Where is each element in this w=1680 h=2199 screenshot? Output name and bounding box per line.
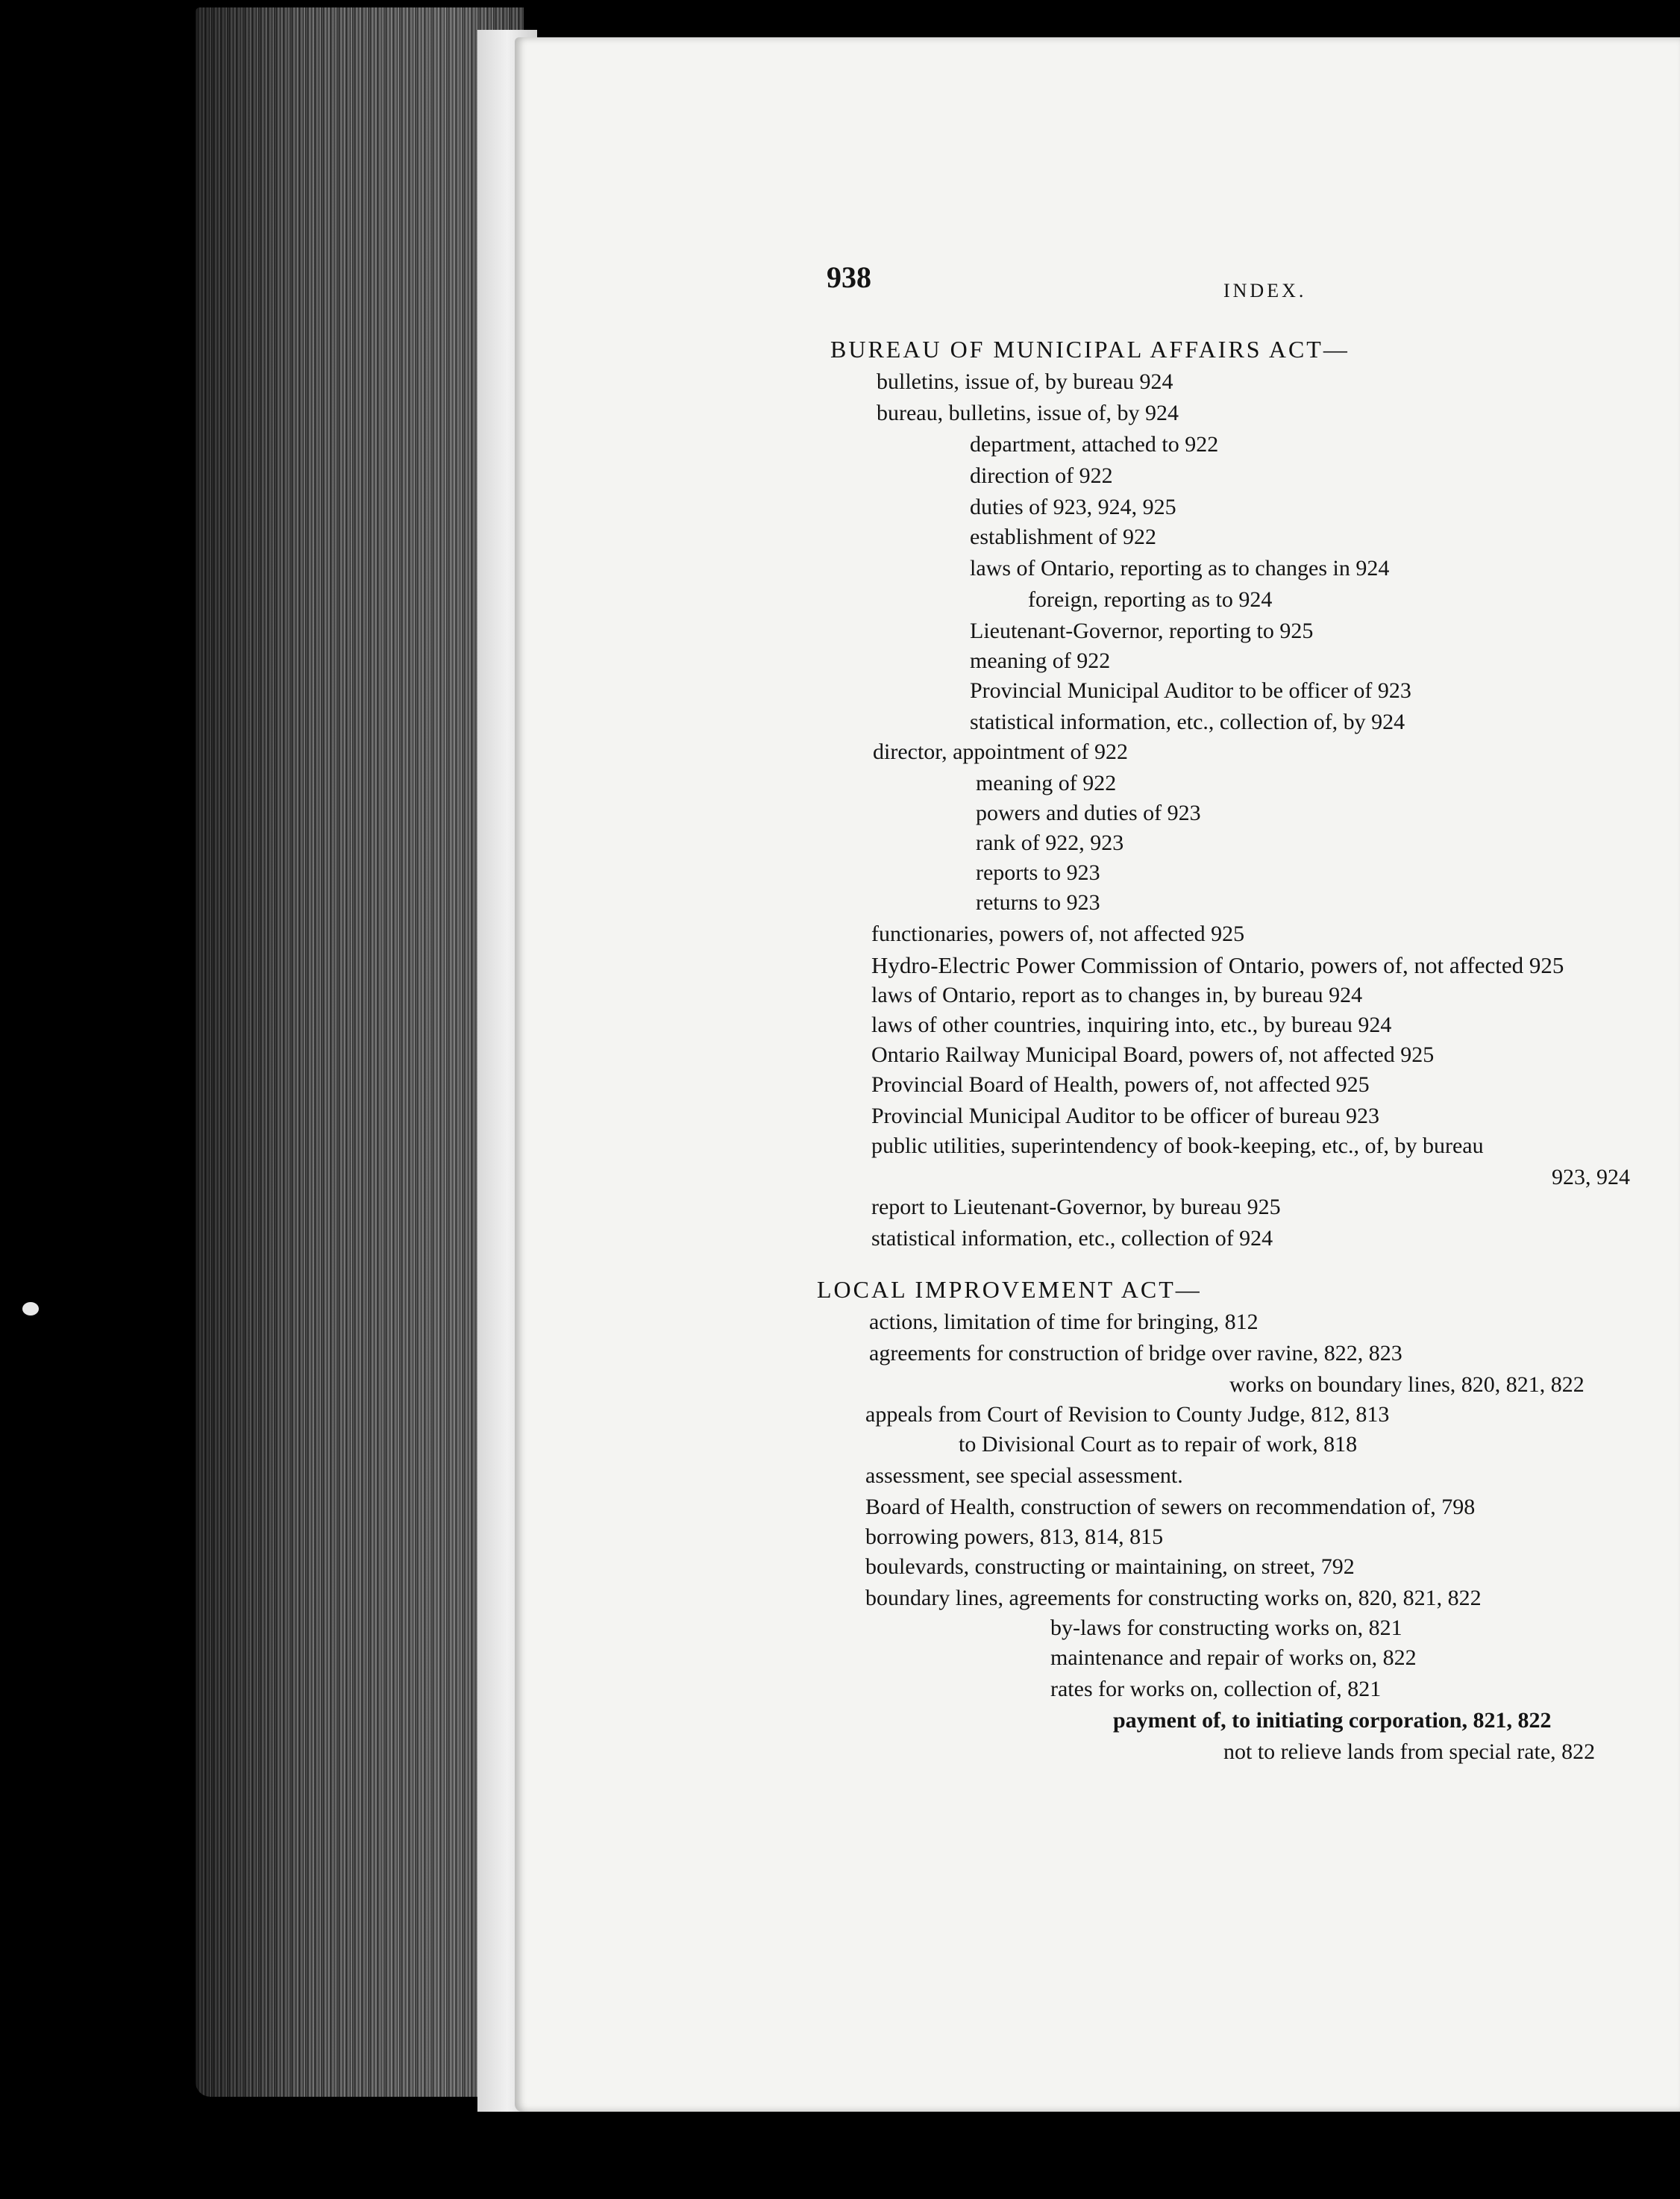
index-subentry: Lieutenant-Governor, reporting to 925: [970, 619, 1314, 643]
index-subentry: Provincial Municipal Auditor to be officer of 923: [970, 678, 1411, 703]
index-entry: bureau, bulletins, issue of, by 924: [877, 401, 1179, 425]
index-entry: Board of Health, construction of sewers on recommendation of, 798: [865, 1495, 1476, 1519]
index-subentry: rank of 922, 923: [976, 831, 1124, 855]
index-subentry: works on boundary lines, 820, 821, 822: [1229, 1372, 1585, 1397]
index-subentry: establishment of 922: [970, 525, 1156, 549]
index-subentry: foreign, reporting as to 924: [1028, 587, 1273, 612]
section-heading: LOCAL IMPROVEMENT ACT—: [817, 1276, 1202, 1303]
index-entry: laws of Ontario, report as to changes in, by bureau 924: [871, 983, 1363, 1007]
index-subentry: statistical information, etc., collection of, by 924: [970, 710, 1405, 734]
index-subentry: laws of Ontario, reporting as to changes in 924: [970, 556, 1390, 581]
index-entry: Hydro-Electric Power Commission of Ontario, powers of, not affected 925: [871, 952, 1564, 978]
index-subentry: to Divisional Court as to repair of work, 818: [959, 1432, 1358, 1457]
index-subentry: returns to 923: [976, 890, 1100, 915]
index-entry: borrowing powers, 813, 814, 815: [865, 1524, 1164, 1549]
index-entry: report to Lieutenant-Governor, by bureau 925: [871, 1195, 1281, 1219]
index-subentry: meaning of 922: [970, 648, 1111, 673]
book-page-edges: [195, 7, 524, 2097]
index-subentry: not to relieve lands from special rate, 822: [1223, 1739, 1596, 1764]
index-entry-continuation: 923, 924: [1552, 1165, 1630, 1189]
index-entry: appeals from Court of Revision to County Judge, 812, 813: [865, 1402, 1390, 1427]
index-subentry: maintenance and repair of works on, 822: [1050, 1645, 1417, 1670]
index-subentry: payment of, to initiating corporation, 821, 822: [1113, 1708, 1552, 1733]
index-entry: actions, limitation of time for bringing, 812: [869, 1310, 1259, 1334]
index-entry: boulevards, constructing or maintaining, on street, 792: [865, 1554, 1355, 1579]
index-entry: laws of other countries, inquiring into, etc., by bureau 924: [871, 1013, 1392, 1037]
index-subentry: duties of 923, 924, 925: [970, 495, 1176, 519]
index-subentry: direction of 922: [970, 463, 1113, 488]
dust-speck: [22, 1302, 39, 1316]
index-subentry: by-laws for constructing works on, 821: [1050, 1615, 1402, 1640]
index-entry: agreements for construction of bridge over ravine, 822, 823: [869, 1341, 1402, 1366]
index-subentry: powers and duties of 923: [976, 801, 1201, 825]
index-entry: Provincial Board of Health, powers of, not affected 925: [871, 1072, 1370, 1097]
index-entry: bulletins, issue of, by bureau 924: [877, 369, 1173, 394]
index-entry: Ontario Railway Municipal Board, powers of, not affected 925: [871, 1042, 1435, 1067]
index-subentry: department, attached to 922: [970, 432, 1219, 457]
index-entry: boundary lines, agreements for constructing works on, 820, 821, 822: [865, 1586, 1482, 1610]
index-entry: public utilities, superintendency of book-keeping, etc., of, by bureau: [871, 1133, 1484, 1158]
index-entry: director, appointment of 922: [873, 739, 1129, 764]
index-subentry: reports to 923: [976, 860, 1100, 885]
running-head: INDEX.: [1223, 280, 1307, 301]
index-entry: functionaries, powers of, not affected 925: [871, 922, 1245, 946]
index-entry: Provincial Municipal Auditor to be officer of bureau 923: [871, 1104, 1379, 1128]
index-subentry: meaning of 922: [976, 771, 1117, 795]
index-entry: assessment, see special assessment.: [865, 1463, 1183, 1488]
index-entry: statistical information, etc., collection of 924: [871, 1226, 1273, 1251]
page-number: 938: [827, 260, 871, 294]
section-heading: BUREAU OF MUNICIPAL AFFAIRS ACT—: [830, 336, 1350, 363]
index-subentry: rates for works on, collection of, 821: [1050, 1677, 1382, 1701]
